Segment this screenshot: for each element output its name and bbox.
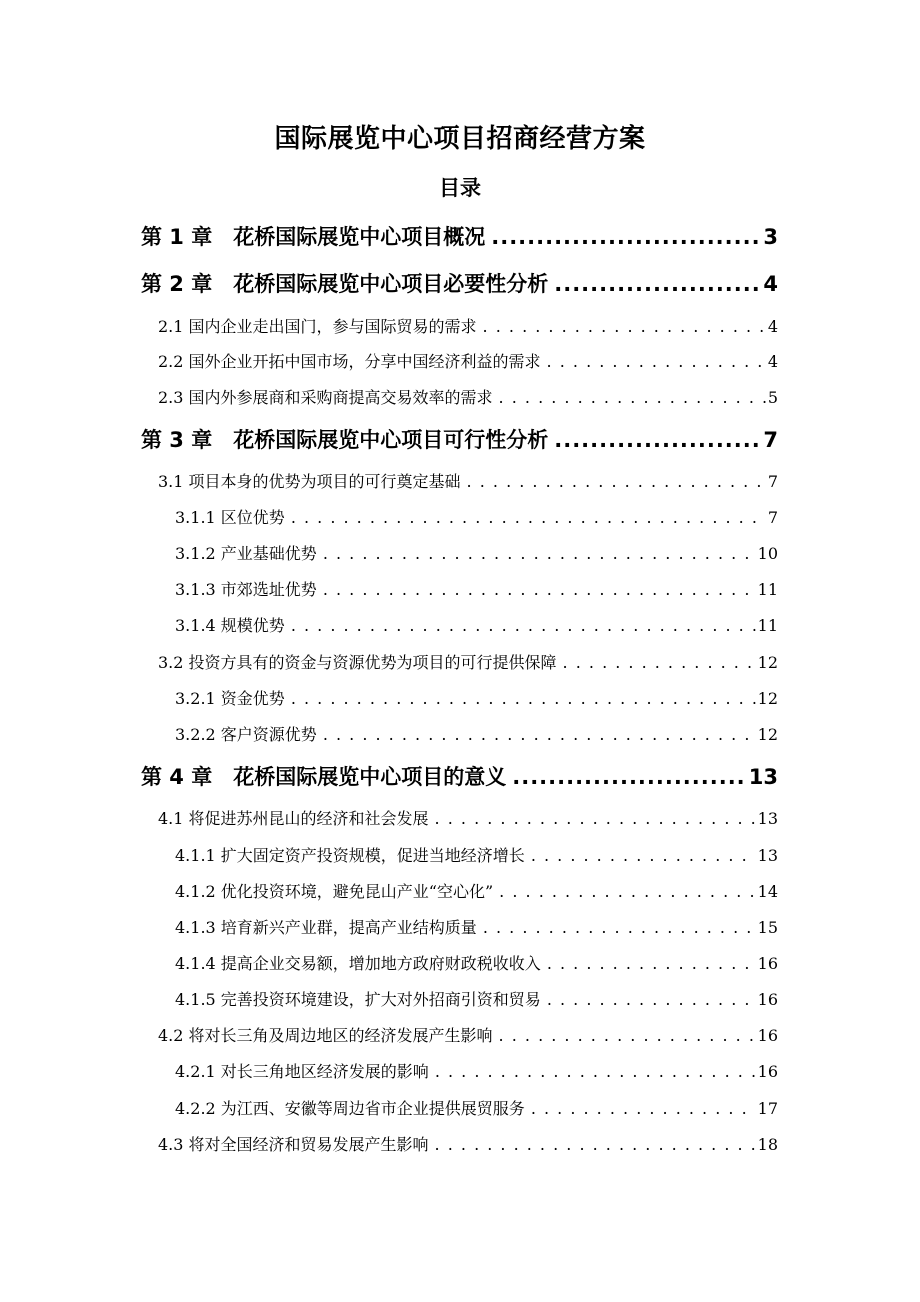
toc-entry[interactable] [141,761,778,791]
toc-entry[interactable] [158,1023,778,1046]
dot-leader [323,580,756,599]
toc-entry-label: 3.2.1 资金优势 [175,689,285,708]
dot-leader [483,317,766,336]
toc-entry[interactable] [175,613,778,636]
toc-entry[interactable] [175,951,778,974]
dot-leader [499,1026,756,1045]
dot-leader [563,653,756,672]
toc-entry-page: 7 [763,428,778,452]
dot-leader [435,1062,756,1081]
toc-entry-label: 3.1.4 规模优势 [175,616,285,635]
toc-entry-page: 16 [757,954,778,973]
toc-entry[interactable] [175,686,778,709]
dot-leader [499,882,755,901]
toc-entry-page: 17 [757,1099,778,1118]
toc-entry-label: 3.1.1 区位优势 [175,508,285,527]
toc-entry-label: 3.1.2 产业基础优势 [175,544,317,563]
toc-entry[interactable] [141,424,778,454]
toc-entry-page: 16 [757,1026,778,1045]
toc-entry[interactable] [158,650,778,673]
toc-entry-page: 12 [757,653,778,672]
dot-leader [531,846,756,865]
toc-entry-label: 4.1.5 完善投资环境建设，扩大对外招商引资和贸易 [175,990,541,1009]
toc-entry[interactable] [141,221,778,251]
toc-entry-label: 2.1 国内企业走出国门，参与国际贸易的需求 [158,317,477,336]
toc-entry-label: 4.2.2 为江西、安徽等周边省市企业提供展贸服务 [175,1099,525,1118]
dot-leader [547,954,756,973]
toc-entry-label: 4.2 将对长三角及周边地区的经济发展产生影响 [158,1026,493,1045]
toc-entry-page: 15 [757,918,778,937]
toc-entry-label: 第 1 章 花桥国际展览中心项目概况 [141,225,486,249]
toc-entry-page: 3 [763,225,778,249]
toc-entry-label: 4.1.2 优化投资环境，避免昆山产业“空心化” [175,882,494,901]
toc-entry-page: 13 [748,765,778,789]
dot-leader [554,428,761,452]
toc-entry-page: 16 [757,990,778,1009]
toc-entry[interactable] [175,915,778,938]
toc-entry-label: 3.2.2 客户资源优势 [175,725,317,744]
dot-leader [323,544,756,563]
dot-leader [291,508,766,527]
dot-leader [435,809,756,828]
dot-leader [547,352,766,371]
dot-leader [491,225,761,249]
dot-leader [435,1135,756,1154]
toc-entry-label: 4.3 将对全国经济和贸易发展产生影响 [158,1135,429,1154]
toc-entry-label: 第 2 章 花桥国际展览中心项目必要性分析 [141,272,549,296]
toc-entry-page: 4 [767,352,778,371]
toc-entry-label: 3.1.3 市郊选址优势 [175,580,317,599]
toc-entry-page: 4 [763,272,778,296]
toc-entry[interactable] [158,806,778,829]
dot-leader [554,272,761,296]
toc-entry-page: 7 [767,508,778,527]
toc-entry[interactable] [175,541,778,564]
toc-entry-page: 5 [767,388,778,407]
toc-entry-page: 11 [757,580,778,599]
toc-entry[interactable] [141,268,778,298]
toc-entry-label: 4.1.4 提高企业交易额，增加地方政府财政税收收入 [175,954,541,973]
toc-entry[interactable] [175,577,778,600]
toc-entry[interactable] [158,349,778,372]
toc-entry-label: 4.1 将促进苏州昆山的经济和社会发展 [158,809,429,828]
toc-entry-page: 7 [767,472,778,491]
dot-leader [547,990,756,1009]
toc-entry-page: 13 [757,809,778,828]
toc-entry[interactable] [175,843,778,866]
dot-leader [499,388,766,407]
dot-leader [531,1099,756,1118]
toc-entry-label: 2.2 国外企业开拓中国市场，分享中国经济利益的需求 [158,352,541,371]
toc-entry[interactable] [158,314,778,337]
dot-leader [467,472,766,491]
toc-entry[interactable] [158,469,778,492]
toc-entry-page: 16 [757,1062,778,1081]
toc-entry-page: 4 [767,317,778,336]
toc-entry-label: 2.3 国内外参展商和采购商提高交易效率的需求 [158,388,493,407]
toc-entry-label: 4.2.1 对长三角地区经济发展的影响 [175,1062,429,1081]
toc-entry[interactable] [175,1059,778,1082]
document-title: 国际展览中心项目招商经营方案 [274,124,646,154]
toc-entry-page: 10 [757,544,778,563]
toc-heading: 目录 [439,176,481,200]
toc-entry[interactable] [175,879,778,902]
toc-entry[interactable] [175,1096,778,1119]
toc-entry[interactable] [175,505,778,528]
toc-entry-page: 11 [757,616,778,635]
toc-entry-label: 3.1 项目本身的优势为项目的可行奠定基础 [158,472,461,491]
toc-entry[interactable] [175,987,778,1010]
toc-entry[interactable] [158,385,778,408]
toc-entry-page: 12 [757,725,778,744]
toc-entry-label: 4.1.3 培育新兴产业群，提高产业结构质量 [175,918,477,937]
dot-leader [323,725,756,744]
dot-leader [512,765,747,789]
toc-entry-page: 13 [757,846,778,865]
toc-entry[interactable] [158,1132,778,1155]
dot-leader [483,918,756,937]
dot-leader [291,689,756,708]
toc-entry-label: 第 3 章 花桥国际展览中心项目可行性分析 [141,428,549,452]
dot-leader [291,616,756,635]
toc-entry-label: 4.1.1 扩大固定资产投资规模，促进当地经济增长 [175,846,525,865]
toc-entry-page: 14 [757,882,778,901]
toc-entry-label: 第 4 章 花桥国际展览中心项目的意义 [141,765,507,789]
toc-entry-page: 18 [757,1135,778,1154]
toc-entry-label: 3.2 投资方具有的资金与资源优势为项目的可行提供保障 [158,653,557,672]
toc-entry-page: 12 [757,689,778,708]
toc-entry[interactable] [175,722,778,745]
